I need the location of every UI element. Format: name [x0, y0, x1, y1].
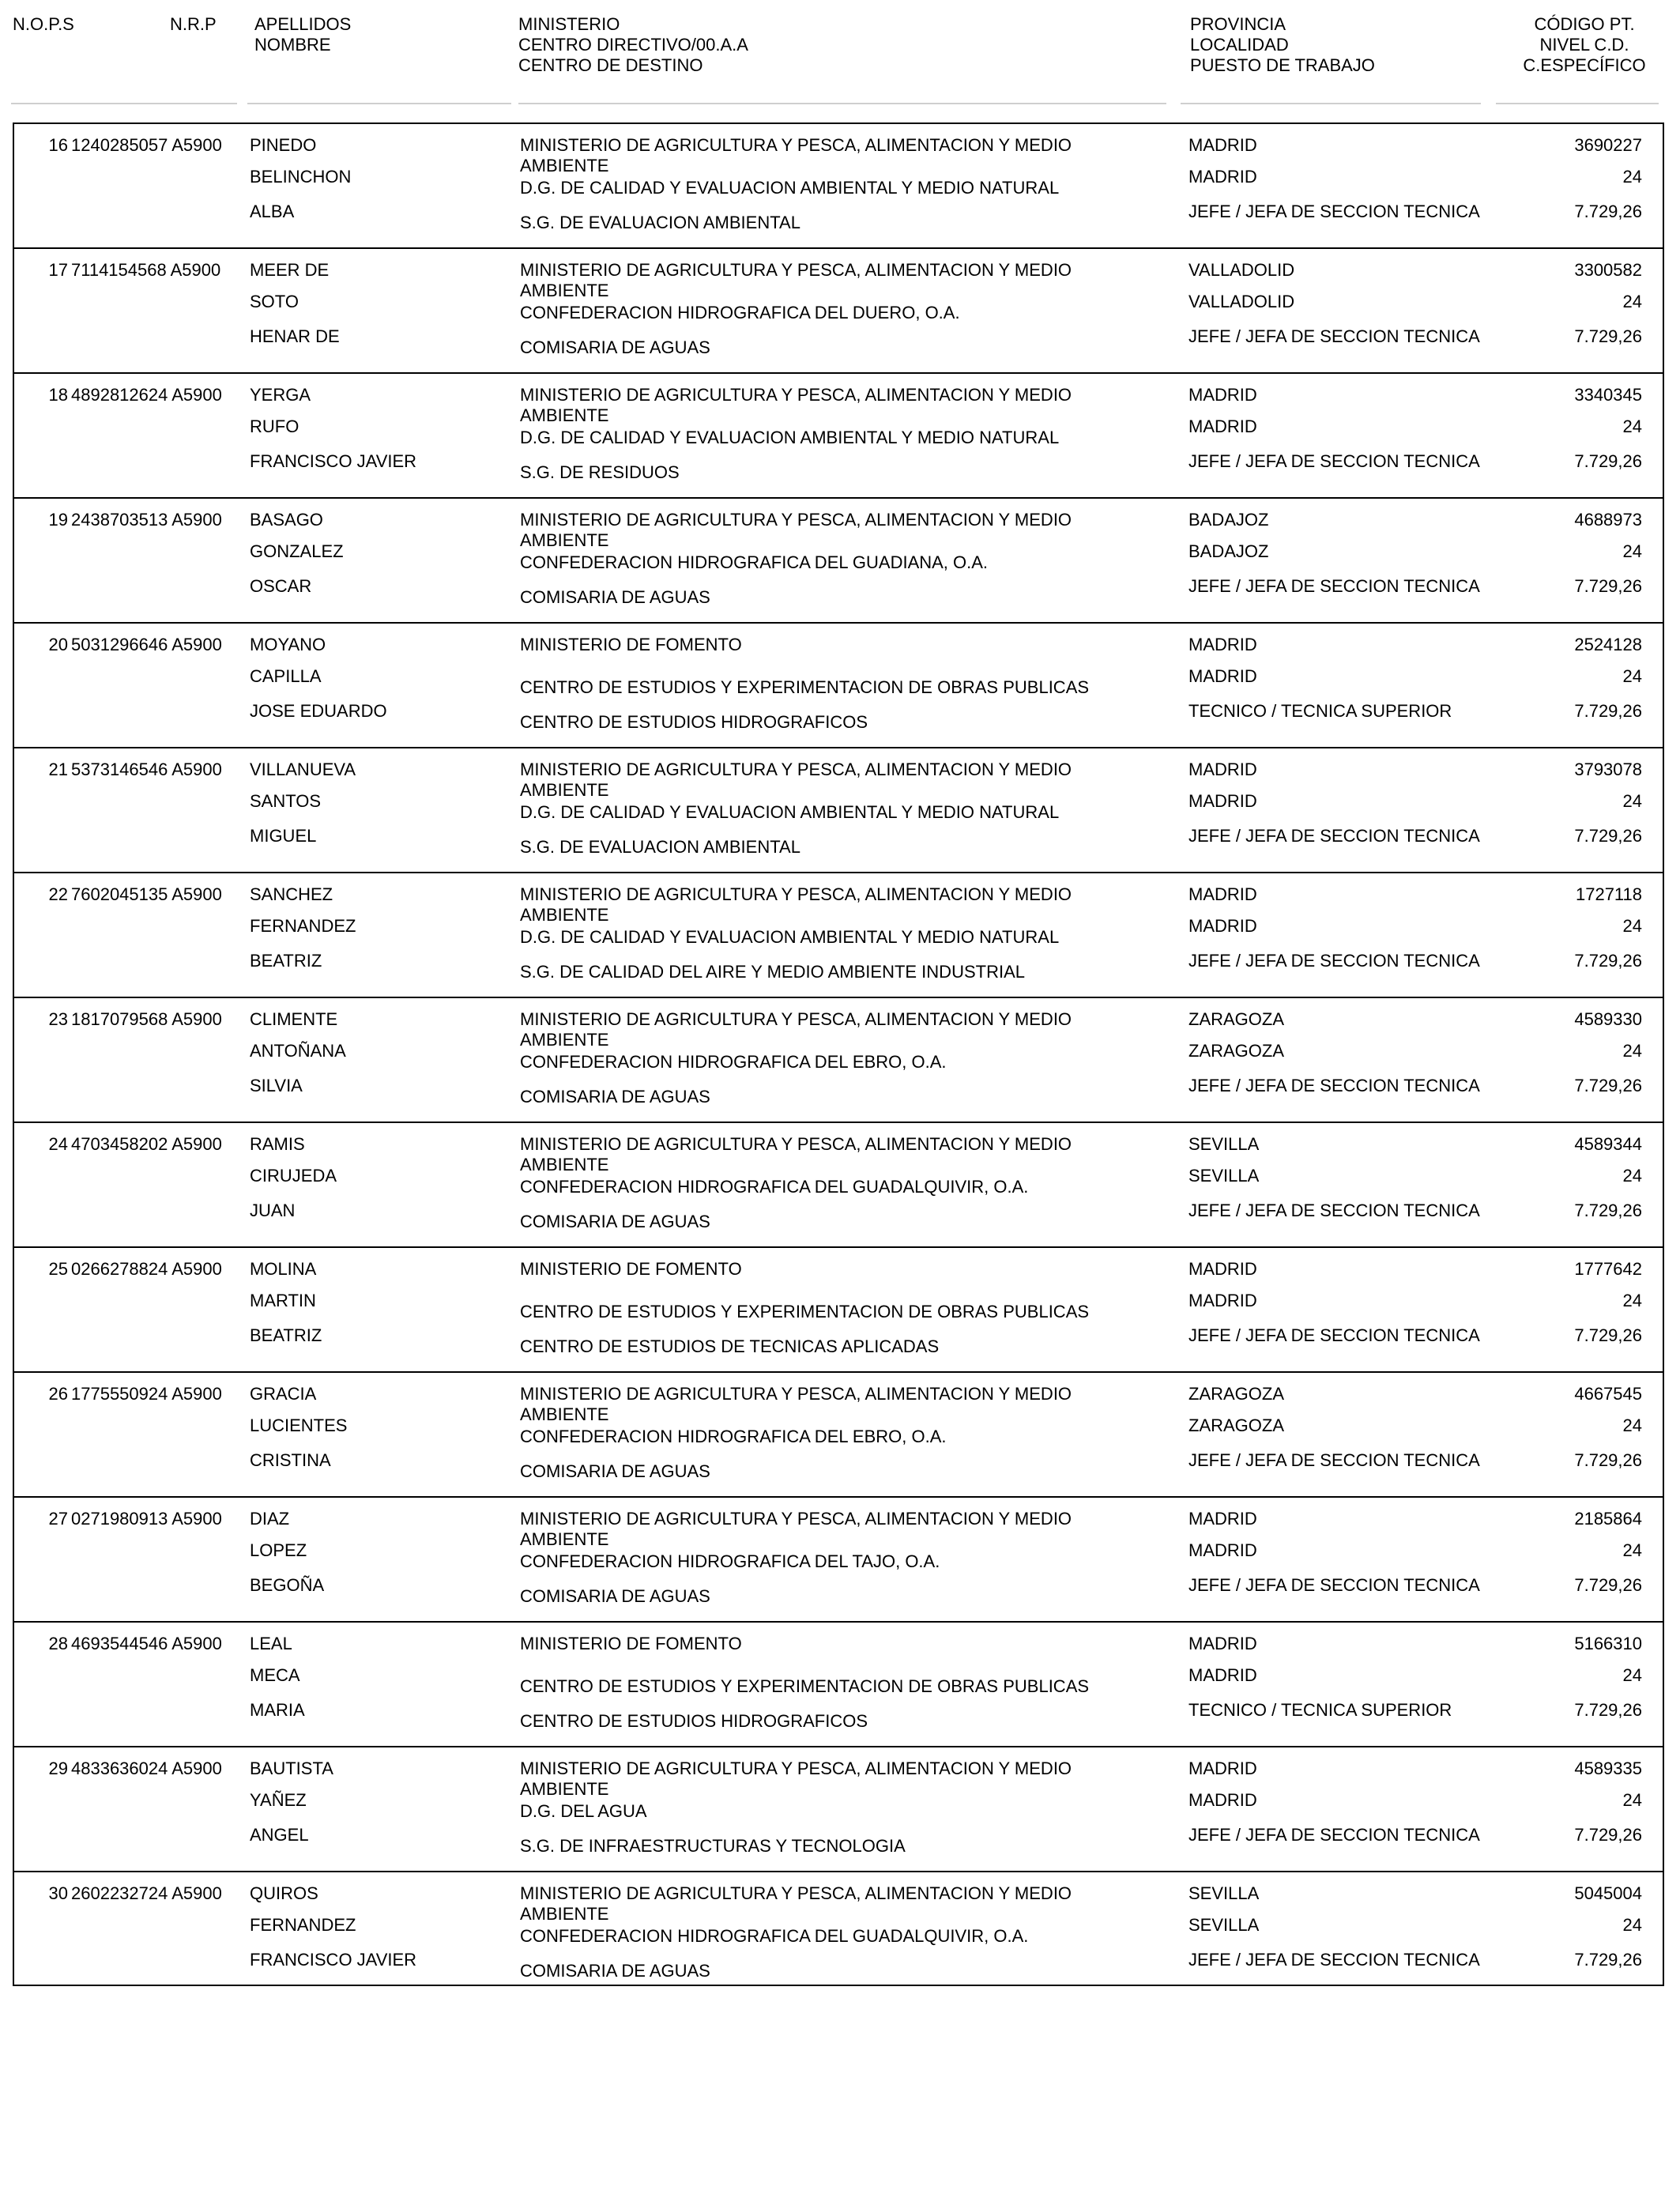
second-surname: MECA	[250, 1665, 300, 1685]
job-position: JEFE / JEFA DE SECCION TECNICA	[1188, 1201, 1480, 1220]
record-nrp: 1817079568 A5900	[71, 1009, 222, 1029]
first-surname: MEER DE	[250, 260, 330, 280]
header-underline	[518, 103, 1166, 104]
header-underline	[11, 103, 237, 104]
given-name: MARIA	[250, 1700, 305, 1720]
directive-center: CENTRO DE ESTUDIOS Y EXPERIMENTACION DE OBRAS PUBLICAS	[520, 1676, 1090, 1696]
second-surname: YAÑEZ	[250, 1790, 307, 1810]
second-surname: LUCIENTES	[250, 1416, 348, 1435]
specific-supplement: 7.729,26	[1574, 1201, 1642, 1220]
directive-center: D.G. DE CALIDAD Y EVALUACION AMBIENTAL Y MEDIO NATURAL	[520, 927, 1060, 947]
position-code: 4589335	[1574, 1759, 1642, 1778]
locality: MADRID	[1188, 1790, 1257, 1810]
level-cd: 24	[1622, 916, 1642, 936]
first-surname: QUIROS	[250, 1883, 318, 1903]
province: MADRID	[1188, 1509, 1257, 1529]
province: MADRID	[1188, 385, 1257, 405]
position-code: 1777642	[1574, 1259, 1642, 1279]
first-surname: BAUTISTA	[250, 1759, 333, 1778]
destination-center: COMISARIA DE AGUAS	[520, 1461, 710, 1481]
record-number: 18	[48, 385, 68, 405]
position-code: 5166310	[1574, 1634, 1642, 1653]
given-name: MIGUEL	[250, 826, 317, 846]
destination-center: CENTRO DE ESTUDIOS HIDROGRAFICOS	[520, 712, 868, 732]
ministry-line-continued: AMBIENTE	[520, 1779, 609, 1799]
destination-center: COMISARIA DE AGUAS	[520, 1212, 710, 1231]
second-surname: LOPEZ	[250, 1540, 307, 1560]
record-number: 23	[48, 1009, 68, 1029]
province: SEVILLA	[1188, 1134, 1260, 1154]
header-provincia: PROVINCIA LOCALIDAD PUESTO DE TRABAJO	[1190, 14, 1375, 75]
position-code: 4589330	[1574, 1009, 1642, 1029]
destination-center: S.G. DE CALIDAD DEL AIRE Y MEDIO AMBIENTE INDUSTRIAL	[520, 962, 1025, 982]
job-position: JEFE / JEFA DE SECCION TECNICA	[1188, 1575, 1480, 1595]
record-nrp: 4892812624 A5900	[71, 385, 222, 405]
ministry-line-continued: AMBIENTE	[520, 905, 609, 925]
destination-center: S.G. DE EVALUACION AMBIENTAL	[520, 213, 800, 232]
table-row	[14, 1498, 1663, 1623]
job-position: TECNICO / TECNICA SUPERIOR	[1188, 701, 1452, 721]
destination-center: COMISARIA DE AGUAS	[520, 337, 710, 357]
ministry-line-continued: AMBIENTE	[520, 1030, 609, 1050]
specific-supplement: 7.729,26	[1574, 1325, 1642, 1345]
first-surname: DIAZ	[250, 1509, 290, 1529]
level-cd: 24	[1622, 417, 1642, 436]
table-row	[14, 1623, 1663, 1747]
header-nops: N.O.P.S	[13, 14, 74, 34]
province: SEVILLA	[1188, 1883, 1260, 1903]
table-row	[14, 624, 1663, 748]
table-row	[14, 124, 1663, 249]
position-code: 4667545	[1574, 1384, 1642, 1404]
province: ZARAGOZA	[1188, 1384, 1285, 1404]
record-nrp: 0271980913 A5900	[71, 1509, 222, 1529]
job-position: JEFE / JEFA DE SECCION TECNICA	[1188, 1076, 1480, 1095]
position-code: 2185864	[1574, 1509, 1642, 1529]
locality: MADRID	[1188, 417, 1257, 436]
record-nrp: 4833636024 A5900	[71, 1759, 222, 1778]
province: VALLADOLID	[1188, 260, 1295, 280]
ministry-line-continued: AMBIENTE	[520, 530, 609, 550]
destination-center: S.G. DE INFRAESTRUCTURAS Y TECNOLOGIA	[520, 1836, 906, 1856]
locality: MADRID	[1188, 1665, 1257, 1685]
job-position: JEFE / JEFA DE SECCION TECNICA	[1188, 1825, 1480, 1845]
specific-supplement: 7.729,26	[1574, 826, 1642, 846]
destination-center: S.G. DE EVALUACION AMBIENTAL	[520, 837, 800, 857]
destination-center: COMISARIA DE AGUAS	[520, 587, 710, 607]
given-name: SILVIA	[250, 1076, 303, 1095]
position-code: 2524128	[1574, 635, 1642, 654]
record-number: 21	[48, 760, 68, 779]
province: MADRID	[1188, 1634, 1257, 1653]
directive-center: CONFEDERACION HIDROGRAFICA DEL EBRO, O.A.	[520, 1052, 947, 1072]
job-position: JEFE / JEFA DE SECCION TECNICA	[1188, 576, 1480, 596]
level-cd: 24	[1622, 1665, 1642, 1685]
table-row	[14, 1747, 1663, 1872]
specific-supplement: 7.729,26	[1574, 1950, 1642, 1970]
directive-center: CONFEDERACION HIDROGRAFICA DEL GUADIANA, O.A.	[520, 552, 989, 572]
given-name: HENAR DE	[250, 326, 340, 346]
level-cd: 24	[1622, 666, 1642, 686]
given-name: ALBA	[250, 202, 295, 221]
record-nrp: 7602045135 A5900	[71, 884, 222, 904]
second-surname: FERNANDEZ	[250, 1915, 356, 1935]
table-row	[14, 1872, 1663, 1997]
locality: MADRID	[1188, 1291, 1257, 1310]
level-cd: 24	[1622, 1041, 1642, 1061]
column-header-block	[0, 14, 1680, 105]
ministry-line-continued: AMBIENTE	[520, 1155, 609, 1174]
position-code: 4589344	[1574, 1134, 1642, 1154]
given-name: BEGOÑA	[250, 1575, 325, 1595]
job-position: JEFE / JEFA DE SECCION TECNICA	[1188, 951, 1480, 971]
first-surname: SANCHEZ	[250, 884, 333, 904]
position-code: 3690227	[1574, 135, 1642, 155]
record-nrp: 4693544546 A5900	[71, 1634, 222, 1653]
locality: MADRID	[1188, 1540, 1257, 1560]
locality: MADRID	[1188, 791, 1257, 811]
second-surname: GONZALEZ	[250, 541, 344, 561]
province: MADRID	[1188, 635, 1257, 654]
second-surname: BELINCHON	[250, 167, 352, 187]
locality: ZARAGOZA	[1188, 1041, 1285, 1061]
first-surname: PINEDO	[250, 135, 317, 155]
ministry-line: MINISTERIO DE AGRICULTURA Y PESCA, ALIMENTACION Y MEDIO	[520, 385, 1072, 405]
job-position: TECNICO / TECNICA SUPERIOR	[1188, 1700, 1452, 1720]
position-code: 5045004	[1574, 1883, 1642, 1903]
specific-supplement: 7.729,26	[1574, 1450, 1642, 1470]
specific-supplement: 7.729,26	[1574, 1575, 1642, 1595]
table-row	[14, 499, 1663, 624]
record-nrp: 1240285057 A5900	[71, 135, 222, 155]
ministry-line-continued: AMBIENTE	[520, 1529, 609, 1549]
specific-supplement: 7.729,26	[1574, 326, 1642, 346]
locality: VALLADOLID	[1188, 292, 1295, 311]
level-cd: 24	[1622, 167, 1642, 187]
level-cd: 24	[1622, 1790, 1642, 1810]
second-surname: ANTOÑANA	[250, 1041, 346, 1061]
level-cd: 24	[1622, 1166, 1642, 1186]
directive-center: CENTRO DE ESTUDIOS Y EXPERIMENTACION DE OBRAS PUBLICAS	[520, 677, 1090, 697]
record-nrp: 7114154568 A5900	[71, 260, 221, 280]
table-row	[14, 374, 1663, 499]
ministry-line-continued: AMBIENTE	[520, 780, 609, 800]
record-number: 30	[48, 1883, 68, 1903]
first-surname: MOYANO	[250, 635, 326, 654]
destination-center: COMISARIA DE AGUAS	[520, 1961, 710, 1981]
specific-supplement: 7.729,26	[1574, 1825, 1642, 1845]
first-surname: RAMIS	[250, 1134, 305, 1154]
province: MADRID	[1188, 135, 1257, 155]
directive-center: D.G. DE CALIDAD Y EVALUACION AMBIENTAL Y MEDIO NATURAL	[520, 178, 1060, 198]
ministry-line: MINISTERIO DE AGRICULTURA Y PESCA, ALIMENTACION Y MEDIO	[520, 1883, 1072, 1903]
table-row	[14, 249, 1663, 374]
ministry-line: MINISTERIO DE AGRICULTURA Y PESCA, ALIMENTACION Y MEDIO	[520, 1384, 1072, 1404]
directive-center: CONFEDERACION HIDROGRAFICA DEL TAJO, O.A.	[520, 1551, 940, 1571]
header-underline	[1181, 103, 1481, 104]
ministry-line-continued: AMBIENTE	[520, 281, 609, 300]
specific-supplement: 7.729,26	[1574, 1700, 1642, 1720]
record-number: 25	[48, 1259, 68, 1279]
level-cd: 24	[1622, 1416, 1642, 1435]
directive-center: D.G. DEL AGUA	[520, 1801, 647, 1821]
directive-center: CONFEDERACION HIDROGRAFICA DEL DUERO, O.A.	[520, 303, 960, 322]
ministry-line: MINISTERIO DE AGRICULTURA Y PESCA, ALIMENTACION Y MEDIO	[520, 260, 1072, 280]
ministry-line: MINISTERIO DE AGRICULTURA Y PESCA, ALIMENTACION Y MEDIO	[520, 1134, 1072, 1154]
ministry-line-continued: AMBIENTE	[520, 1904, 609, 1924]
locality: SEVILLA	[1188, 1915, 1260, 1935]
record-nrp: 2438703513 A5900	[71, 510, 222, 530]
province: MADRID	[1188, 884, 1257, 904]
header-underline	[247, 103, 511, 104]
directive-center: D.G. DE CALIDAD Y EVALUACION AMBIENTAL Y MEDIO NATURAL	[520, 802, 1060, 822]
record-nrp: 0266278824 A5900	[71, 1259, 222, 1279]
header-codigo: CÓDIGO PT. NIVEL C.D. C.ESPECÍFICO	[1523, 14, 1646, 75]
specific-supplement: 7.729,26	[1574, 951, 1642, 971]
given-name: CRISTINA	[250, 1450, 331, 1470]
ministry-line-continued: AMBIENTE	[520, 156, 609, 175]
first-surname: CLIMENTE	[250, 1009, 338, 1029]
level-cd: 24	[1622, 791, 1642, 811]
level-cd: 24	[1622, 1540, 1642, 1560]
first-surname: LEAL	[250, 1634, 292, 1653]
second-surname: FERNANDEZ	[250, 916, 356, 936]
second-surname: RUFO	[250, 417, 299, 436]
destination-center: S.G. DE RESIDUOS	[520, 462, 680, 482]
second-surname: CAPILLA	[250, 666, 322, 686]
province: ZARAGOZA	[1188, 1009, 1285, 1029]
record-number: 22	[48, 884, 68, 904]
table-row	[14, 1123, 1663, 1248]
locality: MADRID	[1188, 916, 1257, 936]
given-name: JUAN	[250, 1201, 296, 1220]
record-number: 29	[48, 1759, 68, 1778]
job-position: JEFE / JEFA DE SECCION TECNICA	[1188, 1450, 1480, 1470]
job-position: JEFE / JEFA DE SECCION TECNICA	[1188, 202, 1480, 221]
level-cd: 24	[1622, 541, 1642, 561]
given-name: FRANCISCO JAVIER	[250, 451, 417, 471]
position-code: 3793078	[1574, 760, 1642, 779]
record-number: 16	[48, 135, 68, 155]
destination-center: COMISARIA DE AGUAS	[520, 1087, 710, 1106]
specific-supplement: 7.729,26	[1574, 202, 1642, 221]
locality: SEVILLA	[1188, 1166, 1260, 1186]
record-nrp: 5373146546 A5900	[71, 760, 222, 779]
destination-center: CENTRO DE ESTUDIOS DE TECNICAS APLICADAS	[520, 1336, 940, 1356]
specific-supplement: 7.729,26	[1574, 451, 1642, 471]
locality: BADAJOZ	[1188, 541, 1269, 561]
record-nrp: 5031296646 A5900	[71, 635, 222, 654]
directive-center: CENTRO DE ESTUDIOS Y EXPERIMENTACION DE OBRAS PUBLICAS	[520, 1302, 1090, 1321]
header-apellidos: APELLIDOS NOMBRE	[254, 14, 352, 55]
province: MADRID	[1188, 760, 1257, 779]
first-surname: MOLINA	[250, 1259, 317, 1279]
second-surname: MARTIN	[250, 1291, 316, 1310]
ministry-line: MINISTERIO DE AGRICULTURA Y PESCA, ALIMENTACION Y MEDIO	[520, 135, 1072, 155]
first-surname: YERGA	[250, 385, 311, 405]
ministry-line: MINISTERIO DE AGRICULTURA Y PESCA, ALIMENTACION Y MEDIO	[520, 1509, 1072, 1529]
ministry-line: MINISTERIO DE AGRICULTURA Y PESCA, ALIMENTACION Y MEDIO	[520, 1009, 1072, 1029]
table-row	[14, 998, 1663, 1123]
record-number: 19	[48, 510, 68, 530]
locality: MADRID	[1188, 167, 1257, 187]
ministry-line: MINISTERIO DE AGRICULTURA Y PESCA, ALIMENTACION Y MEDIO	[520, 1759, 1072, 1778]
job-position: JEFE / JEFA DE SECCION TECNICA	[1188, 826, 1480, 846]
ministry-line: MINISTERIO DE AGRICULTURA Y PESCA, ALIMENTACION Y MEDIO	[520, 760, 1072, 779]
first-surname: VILLANUEVA	[250, 760, 356, 779]
table-row	[14, 1373, 1663, 1498]
locality: ZARAGOZA	[1188, 1416, 1285, 1435]
ministry-line: MINISTERIO DE FOMENTO	[520, 635, 742, 654]
province: MADRID	[1188, 1259, 1257, 1279]
province: BADAJOZ	[1188, 510, 1269, 530]
specific-supplement: 7.729,26	[1574, 576, 1642, 596]
second-surname: SOTO	[250, 292, 299, 311]
given-name: FRANCISCO JAVIER	[250, 1950, 417, 1970]
ministry-line: MINISTERIO DE AGRICULTURA Y PESCA, ALIMENTACION Y MEDIO	[520, 510, 1072, 530]
ministry-line-continued: AMBIENTE	[520, 1404, 609, 1424]
destination-center: CENTRO DE ESTUDIOS HIDROGRAFICOS	[520, 1711, 868, 1731]
directive-center: CONFEDERACION HIDROGRAFICA DEL GUADALQUIVIR, O.A.	[520, 1926, 1029, 1946]
directive-center: CONFEDERACION HIDROGRAFICA DEL EBRO, O.A.	[520, 1427, 947, 1446]
table-row	[14, 873, 1663, 998]
specific-supplement: 7.729,26	[1574, 701, 1642, 721]
level-cd: 24	[1622, 1915, 1642, 1935]
record-number: 26	[48, 1384, 68, 1404]
record-nrp: 1775550924 A5900	[71, 1384, 222, 1404]
record-nrp: 4703458202 A5900	[71, 1134, 222, 1154]
record-number: 20	[48, 635, 68, 654]
position-code: 4688973	[1574, 510, 1642, 530]
header-ministerio: MINISTERIO CENTRO DIRECTIVO/00.A.A CENTRO DE DESTINO	[518, 14, 748, 75]
first-surname: BASAGO	[250, 510, 323, 530]
header-underline	[1496, 103, 1659, 104]
position-code: 3340345	[1574, 385, 1642, 405]
given-name: ANGEL	[250, 1825, 309, 1845]
given-name: BEATRIZ	[250, 1325, 322, 1345]
table-row	[14, 1248, 1663, 1373]
job-position: JEFE / JEFA DE SECCION TECNICA	[1188, 1325, 1480, 1345]
table-row	[14, 748, 1663, 873]
position-code: 3300582	[1574, 260, 1642, 280]
ministry-line: MINISTERIO DE AGRICULTURA Y PESCA, ALIMENTACION Y MEDIO	[520, 884, 1072, 904]
record-number: 17	[48, 260, 68, 280]
job-position: JEFE / JEFA DE SECCION TECNICA	[1188, 326, 1480, 346]
record-nrp: 2602232724 A5900	[71, 1883, 222, 1903]
job-position: JEFE / JEFA DE SECCION TECNICA	[1188, 451, 1480, 471]
ministry-line: MINISTERIO DE FOMENTO	[520, 1634, 742, 1653]
record-number: 28	[48, 1634, 68, 1653]
second-surname: CIRUJEDA	[250, 1166, 337, 1186]
given-name: OSCAR	[250, 576, 312, 596]
province: MADRID	[1188, 1759, 1257, 1778]
position-code: 1727118	[1575, 884, 1642, 904]
destination-center: COMISARIA DE AGUAS	[520, 1586, 710, 1606]
first-surname: GRACIA	[250, 1384, 317, 1404]
record-number: 27	[48, 1509, 68, 1529]
job-position: JEFE / JEFA DE SECCION TECNICA	[1188, 1950, 1480, 1970]
level-cd: 24	[1622, 1291, 1642, 1310]
locality: MADRID	[1188, 666, 1257, 686]
directive-center: D.G. DE CALIDAD Y EVALUACION AMBIENTAL Y MEDIO NATURAL	[520, 428, 1060, 447]
specific-supplement: 7.729,26	[1574, 1076, 1642, 1095]
ministry-line-continued: AMBIENTE	[520, 405, 609, 425]
level-cd: 24	[1622, 292, 1642, 311]
directive-center: CONFEDERACION HIDROGRAFICA DEL GUADALQUIVIR, O.A.	[520, 1177, 1029, 1197]
record-number: 24	[48, 1134, 68, 1154]
given-name: JOSE EDUARDO	[250, 701, 387, 721]
second-surname: SANTOS	[250, 791, 322, 811]
given-name: BEATRIZ	[250, 951, 322, 971]
records-table	[13, 123, 1664, 1986]
ministry-line: MINISTERIO DE FOMENTO	[520, 1259, 742, 1279]
header-nrp: N.R.P	[170, 14, 217, 34]
